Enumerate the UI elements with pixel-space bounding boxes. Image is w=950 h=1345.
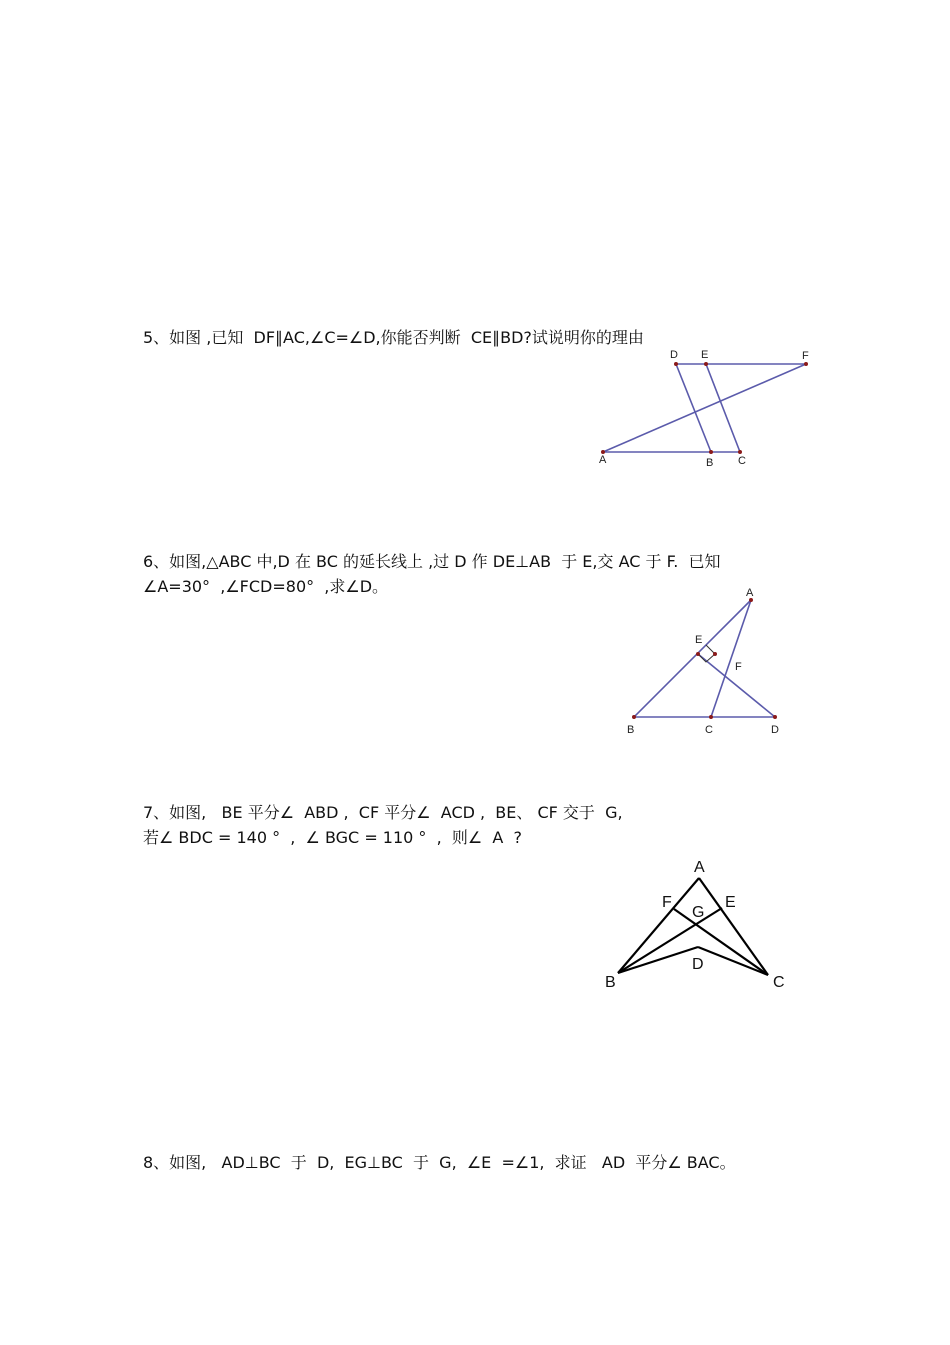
problem-6-text-line-2: ∠A=30° ,∠FCD=80° ,求∠D。 bbox=[143, 577, 389, 596]
label-E: E bbox=[701, 349, 709, 361]
label-B: B bbox=[706, 457, 714, 469]
label-E: E bbox=[695, 634, 703, 646]
label-C: C bbox=[738, 455, 746, 467]
label-B: B bbox=[627, 724, 635, 736]
problem-7-text-line-1: 7、如图, BE 平分∠ ABD , CF 平分∠ ACD , BE、 CF 交于 G, bbox=[143, 803, 623, 822]
segment-BE bbox=[618, 908, 722, 973]
problem-6-text-line-1: 6、如图,△ABC 中,D 在 BC 的延长线上 ,过 D 作 DE⊥AB 于 E,交 AC 于 F. 已知 bbox=[143, 552, 721, 571]
label-D: D bbox=[670, 349, 678, 361]
label-D: D bbox=[692, 956, 704, 973]
label-F: F bbox=[735, 661, 742, 673]
label-C: C bbox=[705, 724, 713, 736]
problem-8-text: 8、如图, AD⊥BC 于 D, EG⊥BC 于 G, ∠E =∠1, 求证 AD 平分∠ BAC。 bbox=[143, 1153, 736, 1172]
label-A: A bbox=[694, 859, 705, 876]
label-A: A bbox=[599, 454, 607, 466]
problem-5-text: 5、如图 ,已知 DF∥AC,∠C=∠D,你能否判断 CE∥BD?试说明你的理由 bbox=[143, 328, 644, 347]
label-B: B bbox=[605, 974, 616, 991]
label-C: C bbox=[773, 974, 785, 991]
label-G: G bbox=[692, 904, 705, 921]
label-E: E bbox=[725, 894, 736, 911]
label-A: A bbox=[746, 587, 754, 599]
label-D: D bbox=[771, 724, 779, 736]
label-F: F bbox=[802, 350, 809, 362]
problem-7-text-line-2: 若∠ BDC = 140 ° , ∠ BGC = 110 ° , 则∠ A ? bbox=[143, 828, 522, 847]
label-F: F bbox=[662, 894, 672, 911]
segment-CF bbox=[674, 909, 768, 975]
